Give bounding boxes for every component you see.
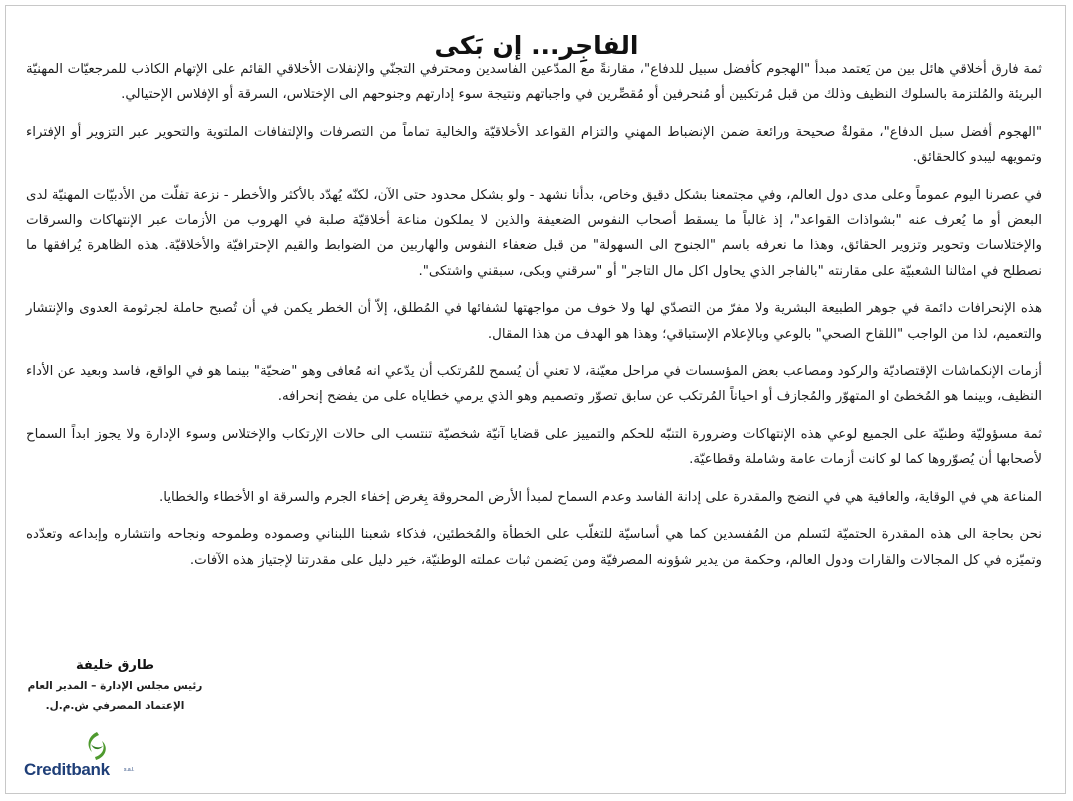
article-body	[26, 57, 1042, 585]
signature-block	[12, 656, 218, 716]
creditbank-wordmark: Creditbank	[24, 760, 110, 779]
paragraph-6: ثمة مسؤوليّة وطنيّة على الجميع لوعي هذه الإنتهاكات وضرورة التنبّه للحكم والتمييز على قضايا آنيّة شخصيّة تنتسب الى حالات الإرتكاب والإختلاس وسوء الإدارة ولا يجوز ابداً السماح لأصحابها أن يُصوّروها كما لو كانت أزمات عامة وشاملة وقطاعيّة.	[26, 426, 1042, 468]
paragraph-5: أزمات الإنكماشات الإقتصاديّة والركود ومصاعب بعض المؤسسات في مراحل معيّنة، لا تعني أن يُسمح للمُرتكب أن يدّعي انه مُعافى وهو "ضحيّة" بينما هو في الواقع، فاسد وبعيد عن الأداء النظيف، وبينما هو المُخطئ او المتهوّر والمُجازف أو احياناً المُرتكب عن سابق تصوّر وتصميم وهو الذي يرمي خطاياه على من يفضح إنحرافه.	[26, 364, 1042, 405]
signature-role: رئيس مجلس الإدارة – المدير العام	[27, 680, 203, 692]
paragraph-8: نحن بحاجة الى هذه المقدرة الحتميّة لنَسلم من المُفسدين كما هي أساسيّة للتغلّب على الخطأة والمُخطئين، فذكاء شعبنا اللبناني وصموده وطموحه ونجاحه وانتشاره وإبداعه وتعدّده وتميّزه في كل المجالات والقارات ودول العالم، وحكمة من يدير شؤونه المصرفيّة ومن يَضمن ثبات عملته الوطنيّة، خير دليل على مقدرتنا لإجتياز هذه الآفات.	[26, 527, 1042, 568]
paragraph-3: في عصرنا اليوم عموماً وعلى مدى دول العالم، وفي مجتمعنا بشكل دقيق وخاص، بدأنا نشهد - ولو بشكل محدود حتى الآن، لكنّه يُهدّد بالأكثر والأخطر - نزعة تفلّت من الأدبيّات المهنيّة لدى البعض أو ما يُعرف عنه "بشواذات القواعد"، إذ غالباً ما يسقط أصحاب النفوس الضعيفة والذين لا يملكون مناعة أخلاقيّة صلبة في الهروب من الأزمات عبر الإنتهاكات والسرقات والإختلاسات وتحوير وتزوير الحقائق، وهذا ما نعرفه باسم "الجنوح الى السهولة" من قبل ضعفاء النفوس والهاربين من الضوابط والقيم الإحترافيّة والأخلاقيّة. هذه الظاهرة يُرافقها ما نصطلح في امثالنا الشعبيّة على مقارنته "بالفاجر الذي يحاول اكل مال التاجر" أو "سرقني وبكى، سبقني واشتكى".	[26, 187, 1042, 279]
paragraph-7: المناعة هي في الوقاية، والعافية هي في النضج والمقدرة على إدانة الفاسد وعدم السماح لمبدأ الأرض المحروقة بِغرض إخفاء الجرم والسرقة او الأخطاء والخطايا.	[158, 489, 1042, 505]
creditbank-logo	[24, 730, 134, 782]
creditbank-sal-label: s.a.l.	[124, 767, 135, 773]
paragraph-4: هذه الإنحرافات دائمة في جوهر الطبيعة البشرية ولا مفرّ من التصدّي لها ولا خوف من مواجهتها لشفائها في المُطلق، إلاّ أن الخطر يكمن في أن تُصبح حاملة لجرثومة العدوى والإنتشار والتعميم، لذا من الواجب "اللقاح الصحي" بالوعي وبالإعلام الإستباقي؛ وهذا هو الهدف من هذا المقال.	[26, 301, 1042, 342]
signature-company: الإعتماد المصرفي ش.م.ل.	[45, 700, 185, 712]
creditbank-leaf-icon	[82, 730, 112, 762]
article-title: الفاجِر... إن بَكى	[434, 30, 639, 60]
paragraph-1: ثمة فارق أخلاقي هائل بين من يَعتمد مبدأ "الهجوم كأفضل سبيل للدفاع"، مقارنةً مع المدّعين الفاسدين ومحترفي التجنّي والإنفلات الأخلاقي القائم على الإتهام الكاذب للمرجعيّات المهنيّة البريئة والمُلتزمة بالسلوك النظيف وذلك من قبل مُرتكبين أو مُنحرفين أو مُقصِّرين في واجباتهم ونتيجة سوء إدارتهم وجنوحهم الى الإختلاس، السرقة أو الإفلاس الإحتيالي.	[26, 62, 1042, 103]
paragraph-2: "الهجوم أفضل سبل الدفاع"، مقولةٌ صحيحة ورائعة ضمن الإنضباط المهني والتزام القواعد الأخلاقيّة والخالية تماماً من التصرفات والإلتفافات الملتوية والتحوير عبر التزوير أو الإفتراء وتمويهه ليبدو كالحقائق.	[26, 124, 1042, 166]
signature-name: طارق خليفة	[76, 658, 154, 673]
